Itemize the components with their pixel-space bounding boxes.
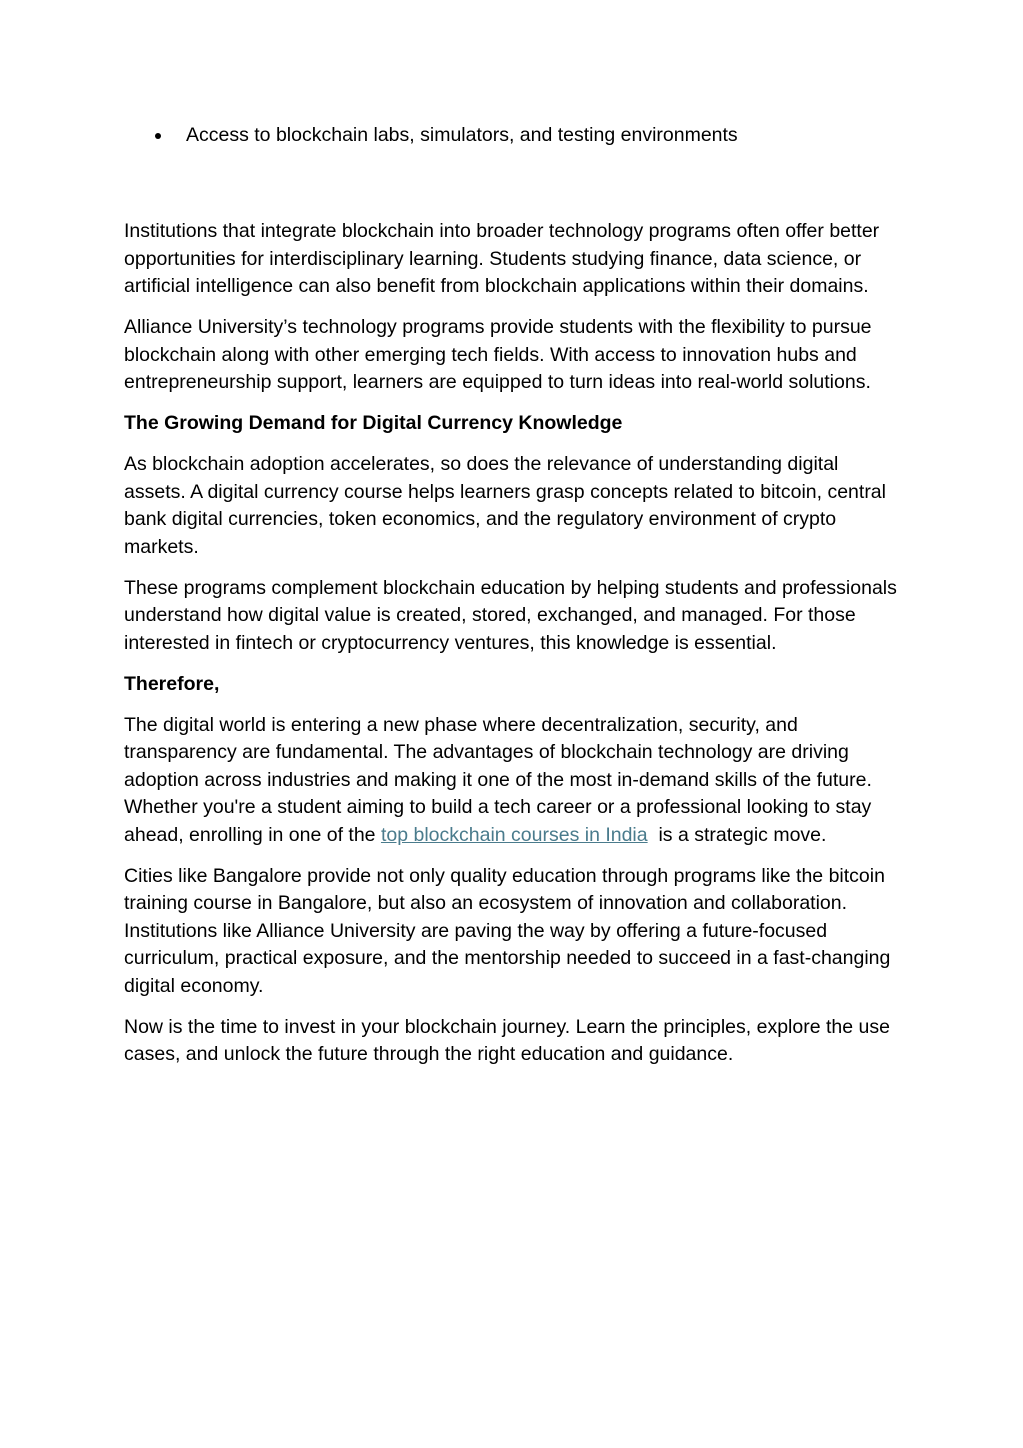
paragraph-digital-world: [124, 712, 904, 850]
section-heading-therefore: Therefore,: [124, 672, 220, 695]
bullet-list: [0, 122, 1023, 150]
section-heading-digital-currency: The Growing Demand for Digital Currency Knowledge: [124, 412, 623, 434]
document-body: [124, 218, 904, 1082]
paragraph-interdisciplinary: Institutions that integrate blockchain into broader technology programs often offer better opportunities for interdisciplinary learning. Students studying finance, data science, or artificial intelligence can also benefit from blockchain applications within their domains.: [124, 220, 880, 297]
top-blockchain-courses-link[interactable]: top blockchain courses in India: [380, 823, 648, 846]
paragraph-text: is a strategic move.: [647, 823, 827, 846]
paragraph-digital-assets: As blockchain adoption accelerates, so does the relevance of understanding digital assets. A digital currency course helps learners grasp concepts related to bitcoin, central bank digital currencies, token economics, and the regulatory environment of crypto markets.: [124, 453, 886, 558]
bullet-icon: [155, 133, 161, 139]
paragraph-alliance-programs: Alliance University’s technology programs provide students with the flexibility to pursue blockchain along with other emerging tech fields. With access to innovation hubs and entrepreneurship support, learners are equipped to turn ideas into real-world solutions.: [124, 316, 872, 393]
bullet-text: Access to blockchain labs, simulators, and testing environments: [186, 124, 738, 146]
paragraph-text: The digital world is entering a new phase where decentralization, security, and transparency are fundamental. The advantages of blockchain technology are driving adoption across industries and making it one of the most in-demand skills of the future. Whether you're a student aiming to build a tech career or a professional looking to stay ahead, enrolling in one of the: [124, 713, 872, 846]
paragraph-invest-journey: Now is the time to invest in your blockchain journey. Learn the principles, explore the use cases, and unlock the future through the right education and guidance.: [124, 1015, 890, 1065]
list-item: [0, 122, 1023, 150]
paragraph-bangalore: Cities like Bangalore provide not only quality education through programs like the bitcoin training course in Bangalore, but also an ecosystem of innovation and collaboration. Institutions like Alliance University are paving the way by offering a future-focused curriculum, practical exposure, and the mentorship needed to succeed in a fast-changing digital economy.: [124, 864, 891, 997]
paragraph-complement-education: These programs complement blockchain education by helping students and professionals understand how digital value is created, stored, exchanged, and managed. For those interested in fintech or cryptocurrency ventures, this knowledge is essential.: [124, 576, 897, 654]
